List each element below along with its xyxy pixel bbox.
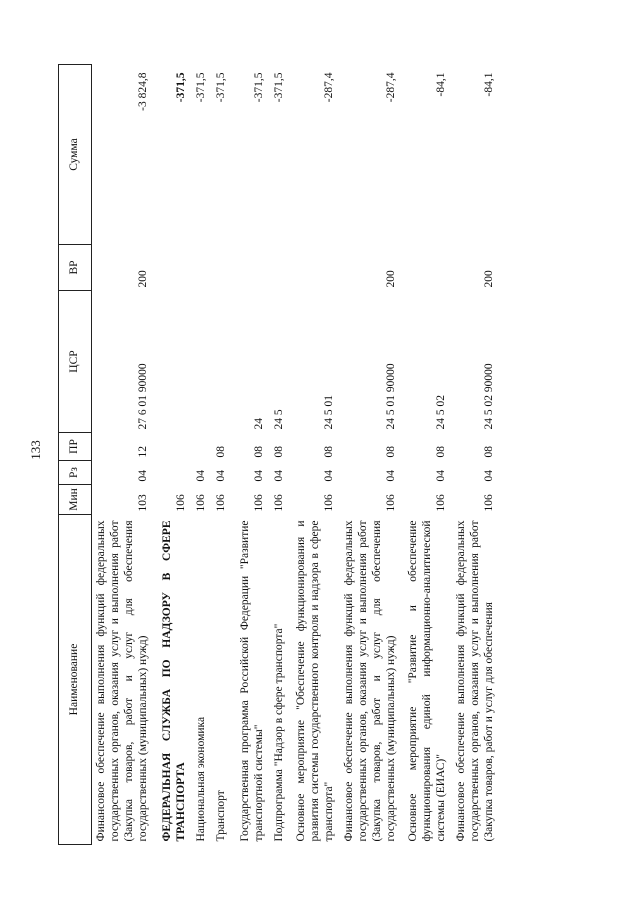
- table-row: [212, 65, 232, 845]
- header-rz: Рз: [59, 461, 92, 485]
- row-name: Основное мероприятие "Обеспечение функционирования и развития системы государственного контроля и надзора в сфере транспорта": [295, 520, 335, 842]
- row-pr: 08: [322, 446, 335, 458]
- row-rz: 04: [384, 470, 397, 482]
- row-pr: 08: [482, 446, 495, 458]
- row-rz: 04: [322, 470, 335, 482]
- row-sum: -84,1: [434, 72, 447, 97]
- row-rz: 04: [194, 470, 207, 482]
- row-sum: -371,5: [252, 72, 265, 103]
- row-vr: [402, 245, 452, 291]
- row-sum: -371,5: [214, 72, 227, 103]
- row-sum: -371,5: [194, 72, 207, 103]
- row-min: 106: [174, 494, 187, 512]
- row-pr: 08: [252, 446, 265, 458]
- row-csr: 27 6 01 90000: [136, 363, 149, 430]
- row-sum: -84,1: [482, 72, 495, 97]
- table-row: [290, 65, 340, 845]
- row-name: Подпрограмма "Надзор в сфере транспорта": [272, 623, 285, 842]
- row-vr: [212, 245, 232, 291]
- row-pr: [154, 433, 192, 461]
- row-pr: 08: [434, 446, 447, 458]
- row-vr: [232, 245, 270, 291]
- row-min: 106: [272, 494, 285, 512]
- row-name: Финансовое обеспечение выполнения функций федеральных государственных органов, оказания услуг и выполнения работ (Закупка товаров, работ и услуг для обеспечения государственных (муниципальных) нужд): [343, 520, 397, 842]
- row-vr: 200: [482, 270, 495, 288]
- table-row: [270, 65, 290, 845]
- row-sum: -371,5: [272, 72, 285, 103]
- row-min: 106: [214, 494, 227, 512]
- row-vr: [270, 245, 290, 291]
- row-csr: [154, 291, 192, 433]
- table-row: [232, 65, 270, 845]
- row-sum: -287,4: [384, 72, 397, 103]
- header-vr: ВР: [59, 245, 92, 291]
- table-row: [340, 65, 402, 845]
- row-csr: 24 5 01: [322, 395, 335, 430]
- row-rz: 04: [482, 470, 495, 482]
- table-row: [402, 65, 452, 845]
- table-row: [92, 65, 154, 845]
- row-csr: 24: [252, 418, 265, 430]
- row-csr: 24 5: [272, 409, 285, 430]
- row-min: 106: [194, 494, 207, 512]
- row-min: 103: [136, 494, 149, 512]
- page-number: 133: [28, 440, 43, 460]
- header-sum: Сумма: [59, 65, 92, 245]
- row-pr: 08: [272, 446, 285, 458]
- row-sum: -287,4: [322, 72, 335, 103]
- row-pr: 12: [136, 446, 149, 458]
- row-csr: 24 5 02 90000: [482, 363, 495, 430]
- row-pr: [192, 433, 212, 461]
- row-csr: [192, 291, 212, 433]
- row-sum: -3 824,8: [136, 72, 149, 111]
- row-sum: -371,5: [174, 72, 187, 103]
- header-name: Наименование: [59, 515, 92, 845]
- row-rz: 04: [214, 470, 227, 482]
- header-csr: ЦСР: [59, 291, 92, 433]
- table-row: [452, 65, 500, 845]
- row-min: 106: [434, 494, 447, 512]
- row-pr: 08: [214, 446, 227, 458]
- row-vr: [192, 245, 212, 291]
- header-pr: ПР: [59, 433, 92, 461]
- row-min: 106: [322, 494, 335, 512]
- row-min: 106: [252, 494, 265, 512]
- row-name: Финансовое обеспечение выполнения функций федеральных государственных органов, оказания услуг и выполнения работ (Закупка товаров, работ и услуг для обеспечения государственных (муниципальных) нужд): [95, 520, 149, 842]
- row-rz: [154, 461, 192, 485]
- row-rz: 04: [136, 470, 149, 482]
- row-csr: 24 5 01 90000: [384, 363, 397, 430]
- row-name: Финансовое обеспечение выполнения функций федеральных государственных органов, оказания услуг и выполнения работ (Закупка товаров, работ и услуг для обеспечения: [455, 520, 495, 842]
- rotated-table-area: [58, 65, 602, 845]
- budget-table: [58, 64, 500, 845]
- row-name: Основное мероприятие "Развитие и обеспечение функционирования единой информационно-аналитической системы (ЕИАС)": [407, 520, 447, 842]
- table-header-row: [59, 65, 92, 845]
- row-min: 106: [482, 494, 495, 512]
- row-min: 106: [384, 494, 397, 512]
- row-rz: 04: [434, 470, 447, 482]
- row-rz: 04: [252, 470, 265, 482]
- row-rz: 04: [272, 470, 285, 482]
- row-name: Транспорт: [214, 790, 227, 842]
- row-vr: [290, 245, 340, 291]
- row-name: ФЕДЕРАЛЬНАЯ СЛУЖБА ПО НАДЗОРУ В СФЕРЕ ТРАНСПОРТА: [160, 520, 187, 842]
- table-row: [192, 65, 212, 845]
- row-vr: [154, 245, 192, 291]
- row-pr: 08: [384, 446, 397, 458]
- row-vr: 200: [384, 270, 397, 288]
- row-vr: 200: [136, 270, 149, 288]
- row-csr: 24 5 02: [434, 395, 447, 430]
- row-csr: [212, 291, 232, 433]
- header-min: Мин: [59, 485, 92, 515]
- row-name: Национальная экономика: [194, 716, 207, 842]
- table-row: [154, 65, 192, 845]
- row-name: Государственная программа Российской Федерации "Развитие транспортной системы": [238, 520, 265, 842]
